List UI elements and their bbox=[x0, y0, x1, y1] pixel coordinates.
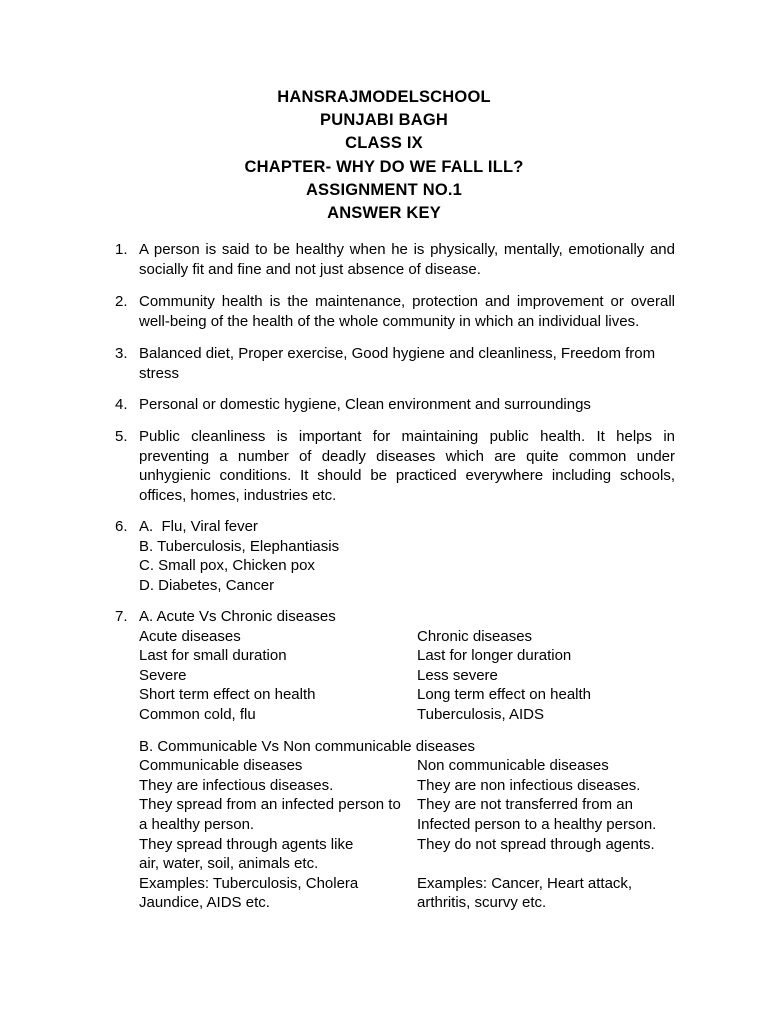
table-row bbox=[139, 874, 675, 894]
table-row bbox=[139, 795, 675, 815]
answer-text: A person is said to be healthy when he is physically, mentally, emotionally and socially fit and fine and not just absence of disease. bbox=[139, 241, 675, 278]
answer-line: B. Tuberculosis, Elephantiasis bbox=[139, 537, 340, 555]
answer-number: 6. bbox=[115, 518, 128, 535]
school-name: HANSRAJMODELSCHOOL bbox=[277, 88, 491, 106]
chronic-cell: Long term effect on health bbox=[417, 686, 592, 704]
acute-cell: Common cold, flu bbox=[139, 705, 256, 723]
answer-number: 5. bbox=[115, 428, 128, 445]
chronic-cell: Less severe bbox=[417, 666, 498, 684]
answer-text: Balanced diet, Proper exercise, Good hygiene and cleanliness, Freedom from stress bbox=[139, 345, 656, 382]
answer-2 bbox=[115, 292, 675, 331]
answer-text: Personal or domestic hygiene, Clean environment and surroundings bbox=[139, 396, 591, 413]
answer-text: Public cleanliness is important for maintaining public health. It helps in preventing a number of deadly diseases which are quite common under unhygienic conditions. It should be practiced everywhere including schools, offices, homes, industries etc. bbox=[139, 428, 675, 504]
communicable-cell: They are infectious diseases. bbox=[139, 776, 334, 794]
answer-number: 3. bbox=[115, 345, 128, 362]
comparison-a-table bbox=[139, 627, 675, 725]
answer-number: 7. bbox=[115, 608, 128, 625]
non-communicable-cell: They do not spread through agents. bbox=[417, 835, 655, 853]
acute-cell: Short term effect on health bbox=[139, 686, 316, 704]
answer-6 bbox=[115, 517, 675, 595]
communicable-cell: Jaundice, AIDS etc. bbox=[139, 894, 270, 912]
class-title: CLASS IX bbox=[345, 134, 423, 153]
non-communicable-cell: They are non infectious diseases. bbox=[417, 776, 641, 794]
communicable-cell: They spread from an infected person to bbox=[139, 796, 401, 814]
answer-key-title: ANSWER KEY bbox=[327, 204, 441, 223]
table-row bbox=[139, 666, 675, 686]
table-row bbox=[139, 685, 675, 705]
answer-line: C. Small pox, Chicken pox bbox=[139, 557, 315, 575]
answer-4 bbox=[115, 395, 675, 415]
table-row bbox=[139, 705, 675, 725]
table-row bbox=[139, 646, 675, 666]
chapter-title: CHAPTER- WHY DO WE FALL ILL? bbox=[244, 157, 524, 176]
answer-3 bbox=[115, 344, 675, 383]
answer-number: 1. bbox=[115, 241, 128, 258]
assignment-title: ASSIGNMENT NO.1 bbox=[305, 180, 463, 199]
answer-number: 4. bbox=[115, 396, 128, 413]
comparison-b-table bbox=[139, 756, 675, 913]
communicable-cell: Communicable diseases bbox=[139, 757, 303, 775]
communicable-cell: air, water, soil, animals etc. bbox=[139, 855, 319, 873]
document-header bbox=[0, 86, 768, 225]
comparison-a-title: A. Acute Vs Chronic diseases bbox=[139, 608, 336, 625]
non-communicable-cell: arthritis, scurvy etc. bbox=[417, 894, 547, 912]
table-row bbox=[139, 776, 675, 796]
answer-1 bbox=[115, 240, 675, 279]
chronic-cell: Last for longer duration bbox=[417, 647, 572, 665]
non-communicable-cell: Non communicable diseases bbox=[417, 757, 609, 775]
answer-line: A. Flu, Viral fever bbox=[139, 518, 258, 535]
table-row bbox=[139, 756, 675, 776]
table-row bbox=[139, 854, 675, 874]
non-communicable-cell: They are not transferred from an bbox=[417, 796, 633, 814]
communicable-cell: a healthy person. bbox=[139, 815, 255, 833]
acute-cell: Acute diseases bbox=[139, 627, 241, 645]
non-communicable-cell: Examples: Cancer, Heart attack, bbox=[417, 874, 633, 892]
communicable-cell: Examples: Tuberculosis, Cholera bbox=[139, 874, 359, 892]
chronic-cell: Chronic diseases bbox=[417, 627, 533, 645]
answer-5 bbox=[115, 427, 675, 505]
acute-cell: Last for small duration bbox=[139, 647, 287, 665]
chronic-cell: Tuberculosis, AIDS bbox=[417, 705, 544, 723]
answer-line: D. Diabetes, Cancer bbox=[139, 576, 275, 594]
answer-number: 2. bbox=[115, 293, 128, 310]
table-row bbox=[139, 835, 675, 855]
non-communicable-cell: Infected person to a healthy person. bbox=[417, 815, 657, 833]
comparison-b-title: B. Communicable Vs Non communicable diseases bbox=[139, 737, 475, 755]
table-row bbox=[139, 627, 675, 647]
table-row bbox=[139, 893, 675, 913]
school-location: PUNJABI BAGH bbox=[320, 111, 448, 130]
communicable-cell: They spread through agents like bbox=[139, 835, 354, 853]
acute-cell: Severe bbox=[139, 666, 187, 684]
answer-text: Community health is the maintenance, protection and improvement or overall well-being of the health of the whole community in which an individual lives. bbox=[139, 293, 675, 330]
answer-7 bbox=[115, 607, 675, 913]
table-row bbox=[139, 815, 675, 835]
